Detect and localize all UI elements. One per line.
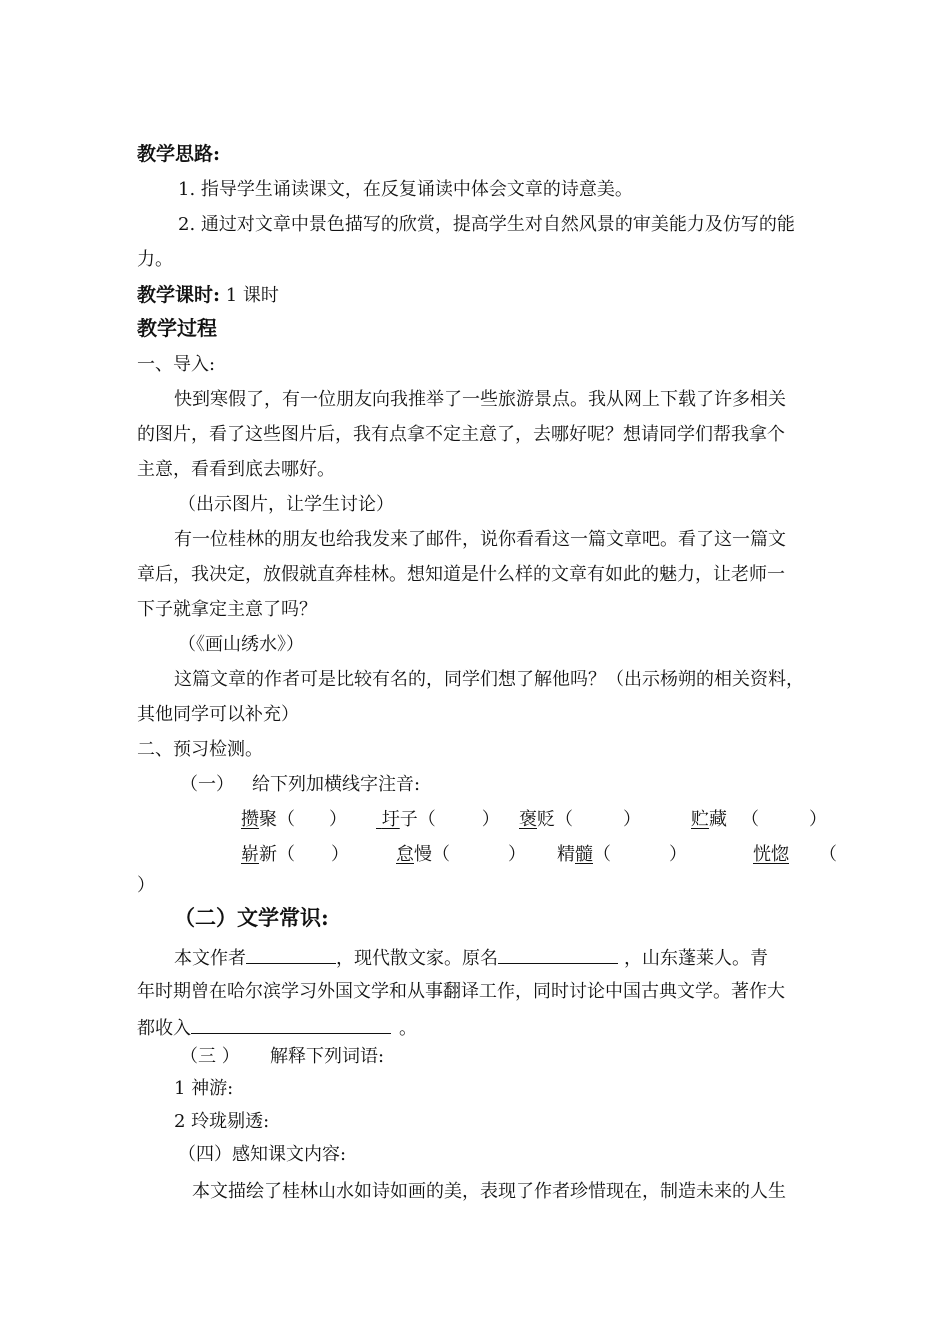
literary-knowledge-line-1 bbox=[174, 945, 768, 971]
section-4-text: 本文描绘了桂林山水如诗如画的美，表现了作者珍惜现在，制造未来的人生 bbox=[192, 1181, 786, 1202]
hometown-text: ，山东蓬莱人。青 bbox=[624, 948, 768, 969]
preview-heading: 二、预习检测。 bbox=[137, 739, 263, 760]
section-4-heading: （四）感知课文内容: bbox=[178, 1144, 347, 1165]
pinyin-open: （ bbox=[819, 844, 837, 865]
underlined-char: 崭 bbox=[241, 844, 259, 865]
original-name-blank[interactable] bbox=[498, 945, 618, 964]
pinyin-item-text: 藏 bbox=[709, 809, 727, 830]
pinyin-item-text: 聚（ bbox=[259, 809, 295, 830]
pinyin-close: ） bbox=[481, 809, 500, 830]
intro-paragraph-2: 有一位桂林的朋友也给我发来了邮件，说你看看这一篇文章吧。看了这一篇文 bbox=[174, 529, 786, 550]
section-1-instruction: 给下列加横线字注音: bbox=[252, 774, 421, 795]
thinking-item-2-cont: 力。 bbox=[137, 249, 173, 270]
pinyin-close: ） bbox=[331, 844, 349, 865]
teaching-thinking-heading: 教学思路: bbox=[137, 143, 221, 165]
pinyin-close: ） bbox=[623, 809, 641, 830]
underlined-char: 贮 bbox=[691, 809, 709, 830]
period: 。 bbox=[399, 1018, 417, 1039]
collection-label: 都收入 bbox=[137, 1018, 191, 1039]
section-2-heading: （二）文学常识: bbox=[174, 905, 329, 930]
word-1: 1 神游: bbox=[174, 1078, 234, 1099]
intro-paragraph-3-line2: 其他同学可以补充） bbox=[137, 704, 299, 725]
pinyin-item bbox=[519, 808, 641, 832]
pinyin-item bbox=[691, 808, 827, 832]
pinyin-item-text: 贬（ bbox=[537, 809, 573, 830]
pinyin-close: ） bbox=[329, 809, 347, 830]
thinking-item-2: 2. 通过对文章中景色描写的欣赏，提高学生对自然风景的审美能力及仿写的能 bbox=[178, 214, 795, 235]
pinyin-item-text: 新（ bbox=[259, 844, 295, 865]
pinyin-item bbox=[376, 808, 500, 832]
section-3-instruction: 解释下列词语: bbox=[270, 1046, 385, 1067]
section-3-label: （三 ） bbox=[180, 1046, 240, 1067]
intro-heading: 一、导入: bbox=[137, 354, 216, 375]
intro-paragraph-3: 这篇文章的作者可是比较有名的，同学们想了解他吗？（出示杨朔的相关资料， bbox=[174, 669, 804, 690]
intro-paragraph-1-line3: 主意，看看到底去哪好。 bbox=[137, 459, 335, 480]
pinyin-item-text: 慢（ bbox=[414, 844, 450, 865]
underlined-char-text: 圩 bbox=[381, 809, 400, 830]
section-1-label: （一） bbox=[180, 774, 234, 795]
pinyin-close: ） bbox=[669, 844, 687, 865]
intro-paragraph-1-line2: 的图片，看了这些图片后，我有点拿不定主意了，去哪好呢？想请同学们帮我拿个 bbox=[137, 424, 785, 445]
intro-paragraph-2-line3: 下子就拿定主意了吗？ bbox=[137, 599, 317, 620]
pinyin-close: ） bbox=[809, 809, 827, 830]
teaching-hours-value: 1 课时 bbox=[225, 285, 279, 306]
collection-blank[interactable] bbox=[191, 1015, 391, 1034]
pinyin-item-text: （ bbox=[593, 844, 611, 865]
underlined-char: 怠 bbox=[396, 844, 414, 865]
underlined-char: 攒 bbox=[241, 809, 259, 830]
pinyin-open: （ bbox=[741, 809, 759, 830]
intro-note-1: （出示图片，让学生讨论） bbox=[178, 494, 394, 515]
intro-paragraph-2-line2: 章后，我决定，放假就直奔桂林。想知道是什么样的文章有如此的魅力，让老师一 bbox=[137, 564, 785, 585]
word-2: 2 玲珑剔透: bbox=[174, 1111, 270, 1132]
thinking-item-1: 1. 指导学生诵读课文，在反复诵读中体会文章的诗意美。 bbox=[178, 179, 633, 200]
underlined-char: 髓 bbox=[575, 844, 593, 865]
teaching-process-heading: 教学过程 bbox=[137, 316, 217, 340]
pinyin-close: ） bbox=[508, 844, 526, 865]
underlined-word: 恍惚 bbox=[753, 844, 789, 865]
teaching-hours-line bbox=[137, 283, 279, 308]
literary-knowledge-line-2: 年时期曾在哈尔滨学习外国文学和从事翻译工作，同时讨论中国古典文学。著作大 bbox=[137, 981, 785, 1002]
teaching-hours-label: 教学课时: bbox=[137, 284, 221, 306]
author-blank[interactable] bbox=[246, 945, 336, 964]
pinyin-item bbox=[241, 843, 349, 867]
pinyin-item bbox=[753, 843, 837, 867]
intro-paragraph-1: 快到寒假了，有一位朋友向我推举了一些旅游景点。我从网上下载了许多相关 bbox=[174, 389, 786, 410]
pinyin-close-wrapped: ） bbox=[137, 875, 155, 896]
intro-note-2: （《画山绣水》） bbox=[178, 634, 304, 655]
literary-knowledge-line-3 bbox=[137, 1015, 417, 1041]
underlined-char: 褒 bbox=[519, 809, 537, 830]
pinyin-item bbox=[396, 843, 526, 867]
pinyin-prefix: 精 bbox=[557, 844, 575, 865]
author-label: 本文作者 bbox=[174, 948, 246, 969]
pinyin-item bbox=[241, 808, 347, 832]
underlined-char bbox=[376, 809, 400, 830]
pinyin-item bbox=[557, 843, 687, 867]
original-name-label: ，现代散文家。原名 bbox=[336, 948, 498, 969]
pinyin-item-text: 子（ bbox=[399, 809, 436, 830]
